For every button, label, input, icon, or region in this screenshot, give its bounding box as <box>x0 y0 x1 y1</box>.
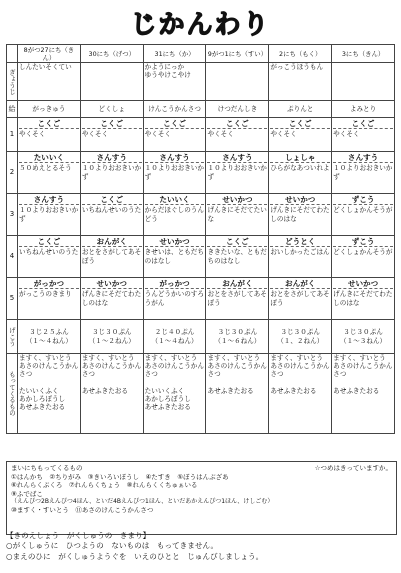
topic-text: がっこうのきまり <box>19 290 72 299</box>
period-cell <box>269 194 332 236</box>
subject-label: さんすう <box>333 152 393 163</box>
kyushoku-cell: けんこうかんさつ <box>143 101 206 118</box>
topic-text: やくそく <box>144 130 172 139</box>
notes-right-heading: ☆つめはきっていますか。 <box>314 464 392 472</box>
period-cell <box>269 236 332 278</box>
topic-text: げんきにそだてわたしのはな <box>81 290 142 307</box>
period-cell <box>206 118 269 152</box>
gekou-cell: ３じ３０ぷん （１～２ねん） <box>80 320 143 354</box>
period-cell <box>143 152 206 194</box>
topic-text: １０よりおおきいかず <box>144 164 204 181</box>
period-cell <box>206 194 269 236</box>
topic-text: ５０めえとるそう <box>19 164 72 173</box>
topic-text: ききたいな、ともだちのはなし <box>207 248 267 265</box>
subject-label: おんがく <box>207 278 267 289</box>
period-cell <box>80 152 143 194</box>
topic-text: いちねんせいのうた <box>19 248 79 257</box>
topic-text: どくしょかんそうが <box>333 206 393 215</box>
row-label: もってくるもの <box>7 354 18 434</box>
notes-heading-row <box>11 464 392 473</box>
topic-text: どくしょかんそうが <box>333 248 393 257</box>
subject-label: ずこう <box>333 236 393 247</box>
kyushoku-cell: どくしょ <box>80 101 143 118</box>
subject-label: がっかつ <box>19 278 79 289</box>
gyouji-cell: がっこうほうもん <box>269 63 332 101</box>
subject-label: さんすう <box>82 152 142 163</box>
gyouji-cell: しんたいそくてい <box>18 63 81 101</box>
kyushoku-row <box>7 101 395 118</box>
rules-section <box>6 531 395 562</box>
period-cell <box>143 236 206 278</box>
subject-label: こくご <box>145 118 205 129</box>
period-row <box>7 118 395 152</box>
period-cell <box>143 194 206 236</box>
notes-heading: まいにちもってくるもの <box>11 464 83 472</box>
subject-label: しょしゃ <box>270 152 330 163</box>
subject-label: さんすう <box>145 152 205 163</box>
subject-label: さんすう <box>19 194 79 205</box>
period-row <box>7 194 395 236</box>
period-cell <box>18 278 81 320</box>
notes-line: ⑥れんらくぶくろ ⑦れんらくちょう ⑧れんらくくちゅぁいる <box>11 481 198 490</box>
gyouji-cell <box>206 63 269 101</box>
period-cell <box>18 152 81 194</box>
period-cell <box>18 194 81 236</box>
subject-label: おんがく <box>82 236 142 247</box>
subject-label: どうとく <box>270 236 330 247</box>
subject-label: こくご <box>207 118 267 129</box>
motte-row <box>7 354 395 434</box>
gyouji-cell: かようにっか ゆうやけこやけ <box>143 63 206 101</box>
subject-label: こくご <box>82 118 142 129</box>
notes-box <box>6 461 397 535</box>
motte-cell: ますく、すいとう あさのけんこうかんさつ たいいくふく あかしろぼうし あせふきたおる <box>18 354 81 434</box>
topic-text: おいしかったごはん <box>270 248 330 257</box>
gekou-cell: ３じ３０ぷん （１～３ねん） <box>332 320 395 354</box>
subject-label: せいかつ <box>82 278 142 289</box>
subject-label: せいかつ <box>207 194 267 205</box>
topic-text: やくそく <box>333 130 360 139</box>
period-cell <box>269 118 332 152</box>
subject-label: がっかつ <box>145 278 205 289</box>
notes-line: （えんぴつ2Bえんぴつ4ほん、といだ4Bえんぴつ1ほん、といだあかえんぴつ1ほん、けしごむ） <box>11 498 274 506</box>
day-header: 31にち（か） <box>143 45 206 63</box>
gekou-cell: ３じ２５ふん （１～４ねん） <box>18 320 81 354</box>
page-title: じかんわり <box>130 10 271 40</box>
subject-label: さんすう <box>207 152 267 163</box>
gekou-cell: ３じ３０ぷん （１、２ねん） <box>269 320 332 354</box>
topic-text: １０よりおおきいかず <box>333 164 393 181</box>
period-cell <box>80 118 143 152</box>
period-cell <box>332 152 395 194</box>
period-cell <box>143 118 206 152</box>
topic-text: おとをさがしてあそぼう <box>207 290 267 307</box>
topic-text: きせいは、ともだちのはなし <box>144 248 204 265</box>
subject-label: おんがく <box>270 278 330 289</box>
period-number: 4 <box>7 236 18 278</box>
period-row <box>7 236 395 278</box>
period-cell <box>206 236 269 278</box>
kyushoku-cell: ぷりんと <box>269 101 332 118</box>
day-header: 9がつ1にち（すい） <box>206 45 269 63</box>
topic-text: やくそく <box>19 130 46 139</box>
gekou-cell: ３じ３０ぷん （１～６ねん） <box>206 320 269 354</box>
motte-cell: ますく、すいとう あさのけんこうかんさつ あせふきたおる <box>206 354 269 434</box>
subject-label: こくご <box>270 118 330 129</box>
notes-line: ⑩ますく・すいとう ⑪あさのけんこうかんさつ <box>11 506 154 515</box>
topic-text: からだほぐしのうんどう <box>144 206 204 223</box>
motte-cell: ますく、すいとう あさのけんこうかんさつ あせふきたおる <box>332 354 395 434</box>
subject-label: せいかつ <box>333 278 393 289</box>
period-number: 2 <box>7 152 18 194</box>
day-header: 8がつ27にち（きん） <box>18 45 81 63</box>
row-label: げこう <box>7 320 18 354</box>
rules-heading: 【きのえしょう がくしゅうの きまり】 <box>6 531 151 540</box>
kyushoku-cell: がっきゅう <box>18 101 81 118</box>
motte-cell: ますく、すいとう あさのけんこうかんさつ あせふきたおる <box>80 354 143 434</box>
period-cell <box>18 118 81 152</box>
period-cell <box>269 278 332 320</box>
subject-label: せいかつ <box>270 194 330 205</box>
topic-text: いちねんせいのうた <box>81 206 142 215</box>
row-label: ぎょうじ <box>7 63 18 101</box>
rules-line: ○がくしゅうに ひつようの ないものは もってきません。 <box>6 541 219 551</box>
topic-text: げんきにそだてたいな <box>207 206 267 223</box>
period-cell <box>269 152 332 194</box>
period-cell <box>80 194 143 236</box>
notes-line: ⑨ふでばこ <box>11 489 43 498</box>
topic-text: おとをさがしてあそぼう <box>270 290 330 307</box>
subject-label: せいかつ <box>145 236 205 247</box>
period-number: 5 <box>7 278 18 320</box>
kyushoku-cell: よみとり <box>332 101 395 118</box>
subject-label: ずこう <box>333 194 393 205</box>
subject-label: こくご <box>19 236 79 247</box>
topic-text: １０よりおおきいかず <box>207 164 267 181</box>
corner-cell <box>7 45 18 63</box>
period-cell <box>80 236 143 278</box>
topic-text: うんどうかいのすろうがん <box>144 290 204 307</box>
motte-cell: ますく、すいとう あさのけんこうかんさつ たいいくふく あかしろぼうし あせふきたおる <box>143 354 206 434</box>
topic-text: ひらがなあついれよ <box>270 164 330 173</box>
notes-line: ①はんかち ②ちりがみ ③きいろいぼうし ④たすき ⑤ぼうはんぶざあ <box>11 472 229 481</box>
day-header: 2にち（もく） <box>269 45 332 63</box>
topic-text: やくそく <box>207 130 234 139</box>
topic-text: やくそく <box>81 130 109 139</box>
kyushoku-cell: けつだんしき <box>206 101 269 118</box>
period-cell <box>18 236 81 278</box>
gyouji-row <box>7 63 395 101</box>
gekou-row <box>7 320 395 354</box>
period-cell <box>332 278 395 320</box>
period-row <box>7 152 395 194</box>
gekou-cell: ２じ４０ぷん （１～４ねん） <box>143 320 206 354</box>
subject-label: こくご <box>82 194 142 205</box>
topic-text: やくそく <box>270 130 297 139</box>
day-header: 3にち（きん） <box>332 45 395 63</box>
period-cell <box>332 236 395 278</box>
subject-label: たいいく <box>19 152 79 163</box>
subject-label: こくご <box>19 118 79 129</box>
topic-text: げんきにそだてわたしのはな <box>333 290 393 307</box>
header-row <box>7 45 395 63</box>
motte-cell: ますく、すいとう あさのけんこうかんさつ あせふきたおる <box>269 354 332 434</box>
topic-text: げんきにそだてわたしのはな <box>270 206 330 223</box>
subject-label: こくご <box>207 236 267 247</box>
period-cell <box>332 194 395 236</box>
topic-text: おとをさがしてあそぼう <box>81 248 142 265</box>
subject-label: こくご <box>333 118 393 129</box>
day-header: 30にち（げつ） <box>80 45 143 63</box>
period-cell <box>206 152 269 194</box>
topic-text: １０よりおおきいかず <box>19 206 79 223</box>
period-number: 1 <box>7 118 18 152</box>
row-label: 給 <box>7 101 18 118</box>
period-number: 3 <box>7 194 18 236</box>
topic-text: １０よりおおきいかず <box>81 164 142 181</box>
subject-label: たいいく <box>145 194 205 205</box>
period-cell <box>143 278 206 320</box>
period-cell <box>80 278 143 320</box>
gyouji-cell <box>80 63 143 101</box>
timetable <box>6 44 395 434</box>
gyouji-cell <box>332 63 395 101</box>
period-cell <box>206 278 269 320</box>
rules-line: ○まえのひに がくしゅうようぐを いえのひとと じゅんびしましょう。 <box>6 551 264 561</box>
period-cell <box>332 118 395 152</box>
period-row <box>7 278 395 320</box>
